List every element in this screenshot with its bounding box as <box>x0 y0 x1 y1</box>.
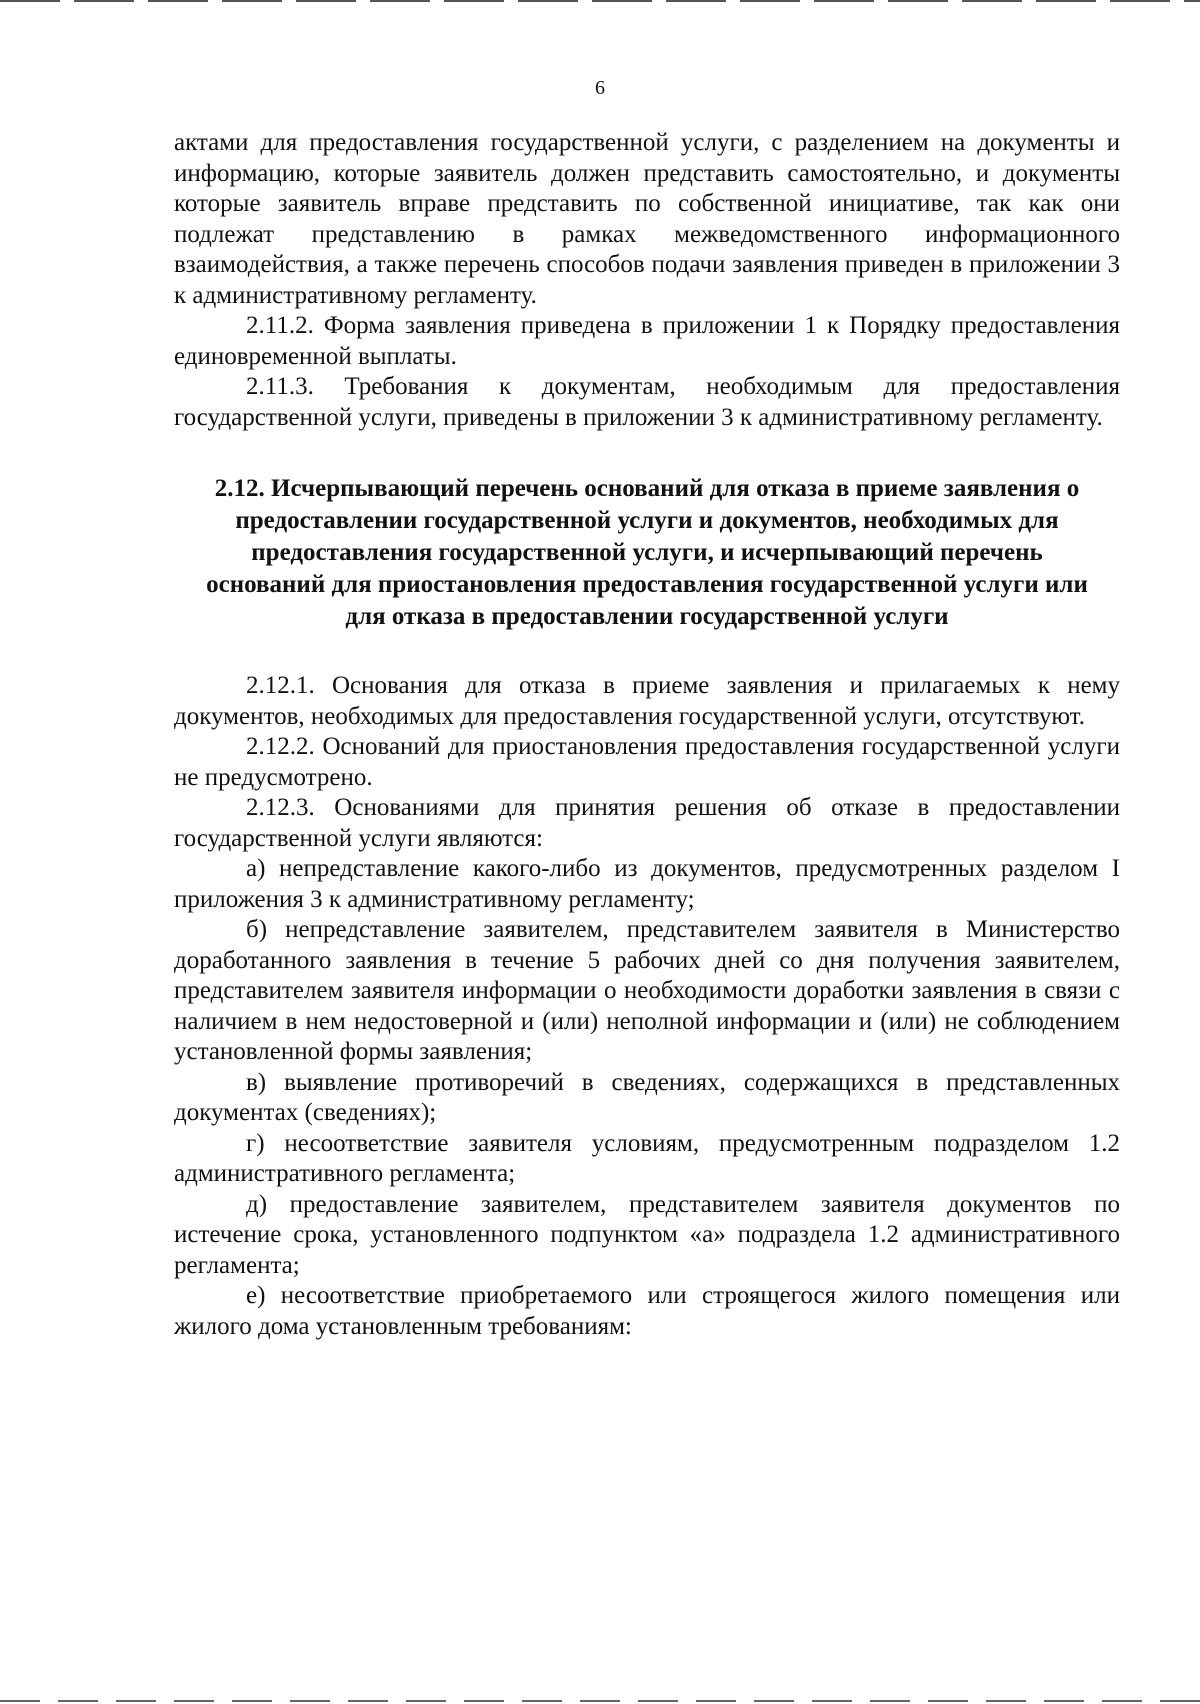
paragraph-2-12-1: 2.12.1. Основания для отказа в приеме заявления и прилагаемых к нему документов, необходимых для предоставления государственной услуги, отсутствуют. <box>174 672 1120 730</box>
document-body <box>174 128 1120 1342</box>
list-item-v: в) выявление противоречий в сведениях, содержащихся в представленных документах (сведениях); <box>174 1068 1120 1126</box>
paragraph-2-11-2: 2.11.2. Форма заявления приведена в приложении 1 к Порядку предоставления единовременной выплаты. <box>174 312 1120 370</box>
paragraph-2-11-3: 2.11.3. Требования к документам, необходимым для предоставления государственной услуги, приведены в приложении 3 к административному регламенту. <box>174 373 1120 431</box>
scan-edge-top <box>0 0 1200 2</box>
list-item-g: г) несоответствие заявителя условиям, предусмотренным подразделом 1.2 административного регламента; <box>174 1129 1120 1187</box>
list-item-d: д) предоставление заявителем, представителем заявителя документов по истечение срока, установленного подпунктом «а» подраздела 1.2 административного регламента; <box>174 1190 1120 1279</box>
paragraph-2-12-2: 2.12.2. Оснований для приостановления предоставления государственной услуги не предусмотрено. <box>174 733 1120 791</box>
paragraph-2-12-3: 2.12.3. Основаниями для принятия решения об отказе в предоставлении государственной услуги являются: <box>174 794 1120 852</box>
section-heading-2-12: 2.12. Исчерпывающий перечень оснований для отказа в приеме заявления о предоставлении государственной услуги и документов, необходимых для предоставления государственной услуги, и исчерпывающий перечень оснований для приостановления предоставления государственной услуги или для отказа в предоставлении государственной услуги <box>206 475 1088 630</box>
page-number: 6 <box>595 77 605 99</box>
list-item-b: б) непредставление заявителем, представителем заявителя в Министерство доработанного заявления в течение 5 рабочих дней со дня получения заявителем, представителем заявителя информации о необходимости доработки заявления в связи с наличием в нем недостоверной и (или) неполной информации и (или) не соблюдением установленной формы заявления; <box>174 916 1120 1065</box>
list-item-e: е) несоответствие приобретаемого или строящегося жилого помещения или жилого дома установленным требованиям: <box>174 1282 1120 1340</box>
paragraph-intro: актами для предоставления государственной услуги, с разделением на документы и информацию, которые заявитель должен представить самостоятельно, и документы которые заявитель вправе представить по собственной инициативе, так как они подлежат представлению в рамках межведомственного информационного взаимодействия, а также перечень способов подачи заявления приведен в приложении 3 к административному регламенту. <box>174 129 1120 309</box>
list-item-a: а) непредставление какого-либо из документов, предусмотренных разделом I приложения 3 к административному регламенту; <box>174 855 1120 913</box>
scan-edge-bottom <box>0 1700 1200 1702</box>
